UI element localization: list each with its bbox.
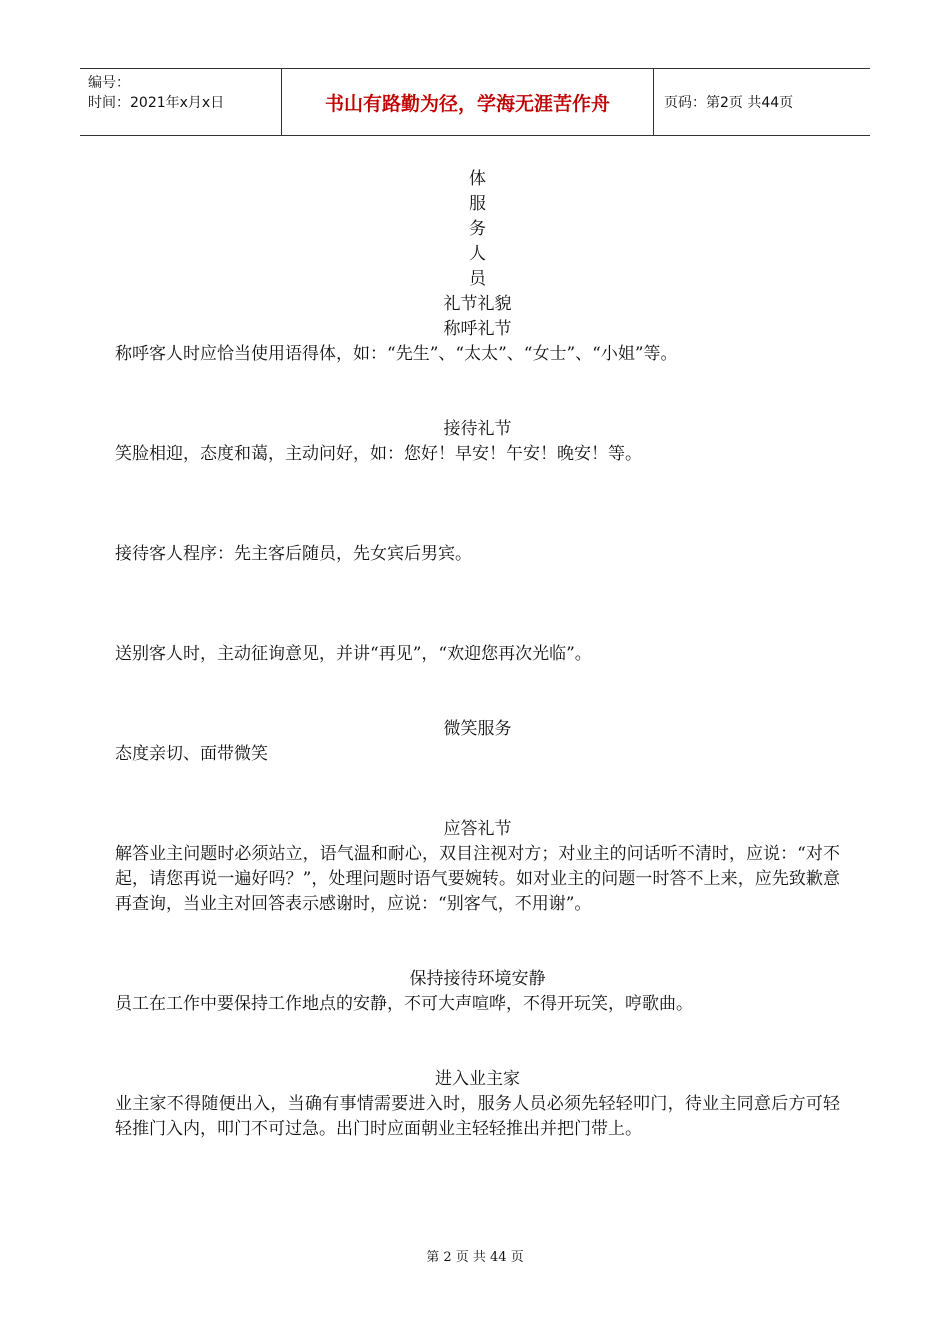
number-label: 编号： bbox=[88, 75, 130, 91]
motto-text: 书山有路勤为径，学海无涯苦作舟 bbox=[324, 92, 610, 115]
section-heading: 应答礼节 bbox=[443, 819, 512, 839]
section-paragraph: 笑脸相迎，态度和蔼，主动问好，如：您好！早安！午安！晚安！等。 bbox=[115, 444, 642, 464]
title-char: 人 bbox=[469, 244, 486, 264]
section-paragraph: 接待客人程序：先主客后随员，先女宾后男宾。 bbox=[115, 544, 472, 564]
section-heading: 微笑服务 bbox=[443, 719, 512, 739]
section-heading: 接待礼节 bbox=[443, 419, 512, 439]
header-info-cell bbox=[80, 69, 282, 135]
footer-page-number: 第 2 页 共 44 页 bbox=[426, 1250, 524, 1265]
section-paragraph: 员工在工作中要保持工作地点的安静，不可大声喧哗，不得开玩笑，哼歌曲。 bbox=[115, 994, 693, 1014]
section-paragraph: 送别客人时，主动征询意见，并讲“再见”，“欢迎您再次光临”。 bbox=[115, 644, 592, 664]
motto-cell bbox=[282, 69, 654, 135]
page-info-cell bbox=[654, 69, 870, 135]
title-char: 务 bbox=[469, 219, 486, 239]
document-body bbox=[115, 167, 840, 1142]
title-char: 员 bbox=[469, 269, 486, 289]
section-paragraph: 解答业主问题时必须站立，语气温和耐心，双目注视对方；对业主的问话听不清时，应说：“对不起，请您再说一遍好吗？”，处理问题时语气要婉转。如对业主的问题一时答不上来，应先致歉意再查询，当业主对回答表示感谢时，应说：“别客气，不用谢”。 bbox=[115, 844, 840, 914]
section-heading: 保持接待环境安静 bbox=[409, 969, 546, 989]
vertical-title bbox=[115, 167, 840, 292]
section-paragraph: 称呼客人时应恰当使用语得体，如：“先生”、“太太”、“女士”、“小姐”等。 bbox=[115, 344, 678, 364]
section-paragraph: 业主家不得随便出入，当确有事情需要进入时，服务人员必须先轻轻叩门，待业主同意后方可轻轻推门入内，叩门不可过急。出门时应面朝业主轻轻推出并把门带上。 bbox=[115, 1094, 840, 1139]
section-heading: 礼节礼貌 bbox=[443, 294, 512, 314]
section-heading: 进入业主家 bbox=[435, 1069, 520, 1089]
page-footer bbox=[0, 1246, 950, 1265]
document-header bbox=[80, 68, 870, 136]
time-label: 时间：2021年x月x日 bbox=[88, 95, 225, 111]
section-paragraph: 态度亲切、面带微笑 bbox=[115, 744, 268, 764]
section-heading: 称呼礼节 bbox=[443, 319, 512, 339]
title-char: 体 bbox=[469, 169, 486, 189]
page-label: 页码：第2页 共44页 bbox=[664, 95, 794, 111]
title-char: 服 bbox=[469, 194, 486, 214]
